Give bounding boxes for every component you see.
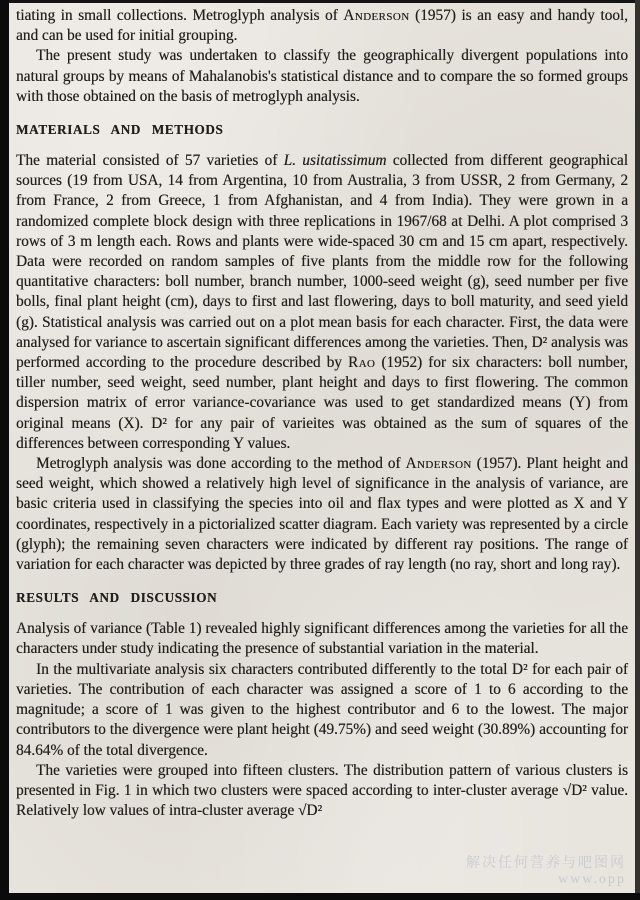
text-run: collected from different geographical sources (19 from USA, 14 from Argentina, 10 from Australia, 3 from USSR, 2 from Germany, 2 from France, 2 from Greece, 1 from Afghanistan, and 4 from India). They were grown in a randomized complete block design with three replications in 1967/68 at Delhi. A plot comprised 3 rows of 3 m length each. Rows and plants were wide-spaced 30 cm and 15 cm apart, respectively. Data were recorded on random samples of five plants from the middle row for the following quantitative characters: boll number, branch number, 1000-seed weight (g), seed number per five bolls, final plant height (cm), days to first and last flowering, days to boll maturity, and seed yield (g). Statistical analysis was carried out on a plot mean basis for each character. First, the data were analysed for variance to ascertain significant differences among the varieties. Then, D² analysis was performed according to the procedure described by bbox=[16, 152, 628, 372]
text-run: (1952) for six characters: boll number, tiller number, seed weight, seed number, plant height and days to first flowering. The common dispersion matrix of error variance-covariance was used to get standardized means (Y) from original means (X). D² for any pair of varieites was obtained as the sum of squares of the differences between corresponding Y values. bbox=[16, 354, 628, 452]
body-paragraph bbox=[16, 6, 628, 46]
author-citation: Rao bbox=[347, 354, 376, 372]
watermark bbox=[466, 856, 626, 888]
scan-edge-left bbox=[0, 0, 9, 900]
text-run: The varieties were grouped into fifteen clusters. The distribution pattern of various clusters is presented in Fig. 1 in which two clusters were spaced according to inter-cluster average √D² value. Relatively low values of intra-cluster average √D² bbox=[16, 761, 628, 820]
scan-edge-bottom bbox=[0, 893, 640, 900]
text-run: In the multivariate analysis six characters contributed differently to the total D² for each pair of varieties. The contribution of each character was assigned a score of 1 to 6 according to the magnitude; a score of 1 was given to the highest contributor and 6 to the lowest. The major contributors to the divergence were plant height (49.75%) and seed weight (30.89%) accounting for 84.64% of the total divergence. bbox=[16, 660, 628, 759]
scan-edge-top bbox=[0, 0, 640, 3]
body-paragraph bbox=[16, 619, 628, 659]
text-run: The material consisted of 57 varieties of bbox=[16, 152, 284, 170]
text-run: (1957) is an easy and handy tool, and can be used for initial grouping. bbox=[16, 7, 628, 45]
section-heading: MATERIALS AND METHODS bbox=[16, 122, 224, 138]
text-run: The present study was undertaken to classify the geographically divergent populations into natural groups by means of Mahalanobis's statistical distance and to compare the so formed groups with those obtained on the basis of metroglyph analysis. bbox=[16, 47, 628, 105]
text-run: tiating in small collections. Metroglyph analysis of bbox=[16, 7, 344, 24]
body-paragraph bbox=[16, 46, 628, 107]
body-paragraph bbox=[16, 761, 628, 822]
body-paragraph bbox=[16, 660, 628, 761]
scan-edge-right bbox=[635, 0, 640, 900]
text-run: Metroglyph analysis was done according to the method of bbox=[36, 455, 406, 473]
author-citation: Anderson bbox=[343, 7, 410, 24]
watermark-line1: 解决任何营养与吧图网 bbox=[466, 856, 626, 871]
body-paragraph bbox=[16, 151, 628, 454]
body-paragraph bbox=[16, 454, 628, 575]
text-run: (1957). Plant height and seed weight, which showed a relatively high level of significance in the analysis of variance, are basic criteria used in classifying the species into oil and flax types and were plotted as X and Y coordinates, respectively in a pictorialized scatter diagram. Each variety was represented by a circle (glyph); the remaining seven characters were indicated by different ray positions. The range of variation for each character was depicted by three grades of ray length (no ray, short and long ray). bbox=[16, 455, 628, 574]
watermark-line2: www.opp bbox=[558, 872, 626, 887]
text-block bbox=[16, 6, 628, 821]
text-run: Analysis of variance (Table 1) revealed highly significant differences among the varieties for all the characters under study indicating the presence of substantial variation in the material. bbox=[16, 620, 628, 658]
author-citation: Anderson bbox=[405, 455, 472, 473]
species-name: L. usitatissimum bbox=[283, 152, 387, 170]
section-heading: RESULTS AND DISCUSSION bbox=[16, 590, 218, 606]
